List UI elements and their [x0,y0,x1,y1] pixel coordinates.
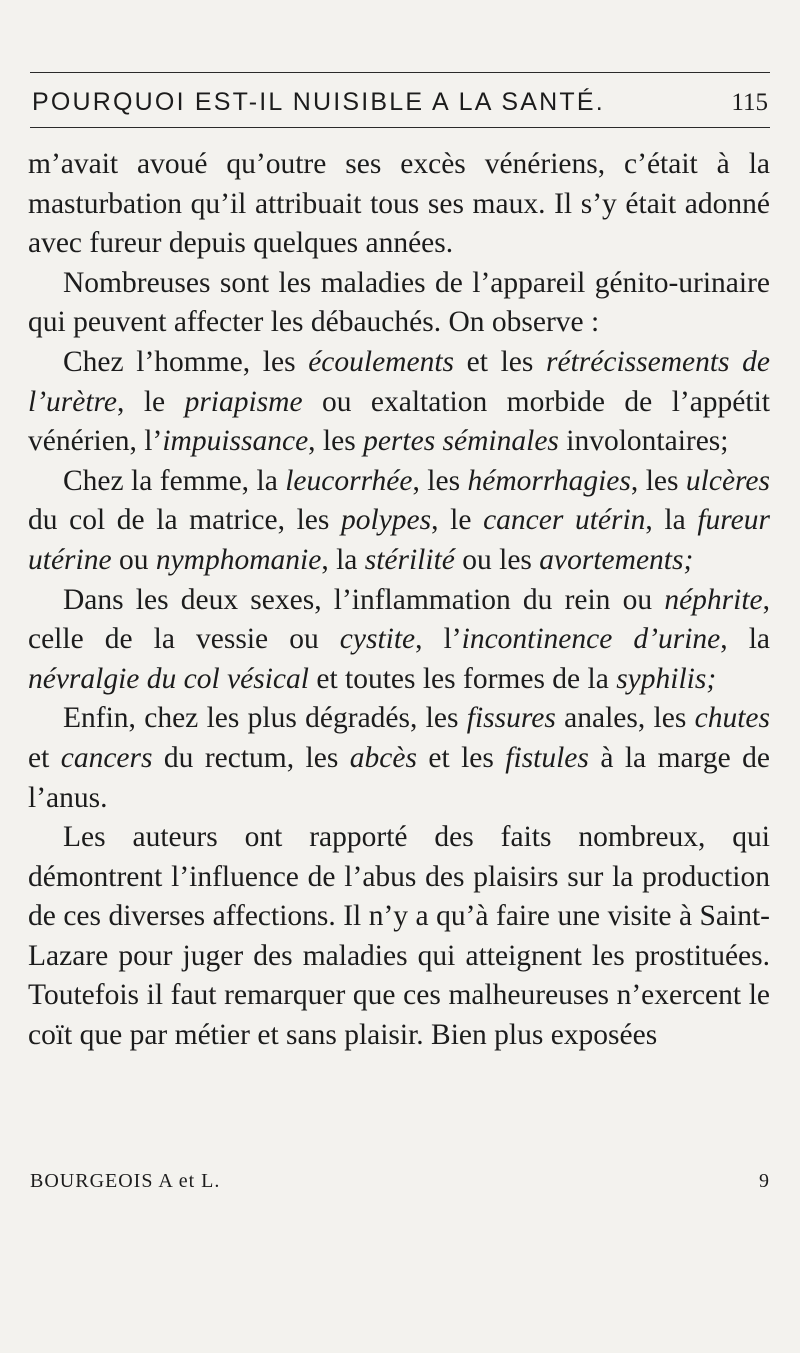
paragraph [28,462,770,581]
italic-term: néphrite [664,583,763,616]
text-run: Dans les deux sexes, l’inflammation du rein ou [63,583,665,616]
italic-term: cancer utérin [483,504,646,537]
top-rule [30,72,770,73]
italic-term: leucorrhée [285,464,413,497]
text-run: Chez l’homme, les [63,345,309,378]
paragraph [28,145,770,264]
italic-term: abcès [349,741,417,774]
text-run: , la [321,543,365,576]
body-text [28,145,770,1056]
italic-term: priapisme [184,385,303,418]
paragraph [28,264,770,343]
italic-term: chutes [694,702,770,735]
text-run: , l’ [415,623,462,656]
text-run: à la marge de l’anus. [28,741,771,814]
running-title: POURQUOI EST-IL NUISIBLE A LA SANTÉ. [32,88,605,116]
italic-term: ulcères [685,464,770,497]
text-run: du rectum, les [152,741,350,774]
italic-term: cystite [339,623,416,656]
text-run: et toutes les formes de la [308,662,617,695]
italic-term: incontinence d’urine [461,623,721,656]
italic-term: fistules [505,741,589,774]
italic-term: polypes [341,504,432,537]
paragraph [28,343,770,462]
header-rule [30,127,770,128]
text-run: , la [720,623,771,656]
italic-term: névralgie du col vésical [28,662,309,695]
text-run: Les auteurs ont rapporté des faits nombreux, qui démontrent l’influence de l’abus des plaisirs sur la production de ces diverses affections. Il n’y a qu’à faire une visite à Saint-Lazare pour juger des maladies qui atteignent les prostituées. Toutefois il faut remarquer que ces malheureuses n’exercent le coït que par métier et sans plaisir. Bien plus exposées [28,821,770,1052]
italic-term: stérilité [364,543,455,576]
text-run: , les [412,464,468,497]
text-run: ou [111,543,156,576]
signature-number: 9 [759,1170,770,1192]
text-run: involontaires; [558,425,729,458]
page-number: 115 [731,89,768,116]
text-run: Chez la femme, la [63,464,286,497]
text-run: anales, les [555,702,695,735]
text-run: , celle de la vessie ou [28,583,770,656]
paragraph [28,581,770,700]
text-run: , la [645,504,698,537]
italic-term: fissures [466,702,556,735]
italic-term: cancers [60,741,153,774]
text-run: ou les [454,543,540,576]
italic-term: pertes séminales [363,425,559,458]
text-run: Nombreuses sont les maladies de l’appareil génito-urinaire qui peuvent affecter les débauchés. On observe : [28,266,770,339]
italic-term: impuissance [162,425,309,458]
text-run: Enfin, chez les plus dégradés, les [63,702,467,735]
page-footer [30,1170,770,1193]
text-run: et [28,741,61,774]
signature-mark: BOURGEOIS A et L. [30,1170,221,1192]
italic-term: rétrécissements de l’urètre [28,345,771,418]
text-run: du col de la matrice, les [28,504,342,537]
italic-term: hémorrhagies [467,464,631,497]
page-header [32,88,768,117]
text-run: ou exaltation morbide de l’appétit vénérien, l’ [28,385,770,458]
text-run: , les [630,464,686,497]
italic-term: nymphomanie [155,543,322,576]
text-run: et les [416,741,506,774]
text-run: , les [308,425,364,458]
italic-term: fureur utérine [28,504,770,576]
text-run: et les [454,345,547,378]
italic-term: avortements; [539,543,694,576]
paragraph [28,818,770,1056]
paragraph [28,699,770,818]
text-run: m’avait avoué qu’outre ses excès vénériens, c’était à la masturbation qu’il attribuait tous ses maux. Il s’y était adonné avec fureur depuis quelques années. [28,148,770,260]
italic-term: syphilis; [616,662,717,695]
text-run: , le [117,385,185,418]
italic-term: écoulements [308,345,455,378]
text-run: , le [431,504,484,537]
